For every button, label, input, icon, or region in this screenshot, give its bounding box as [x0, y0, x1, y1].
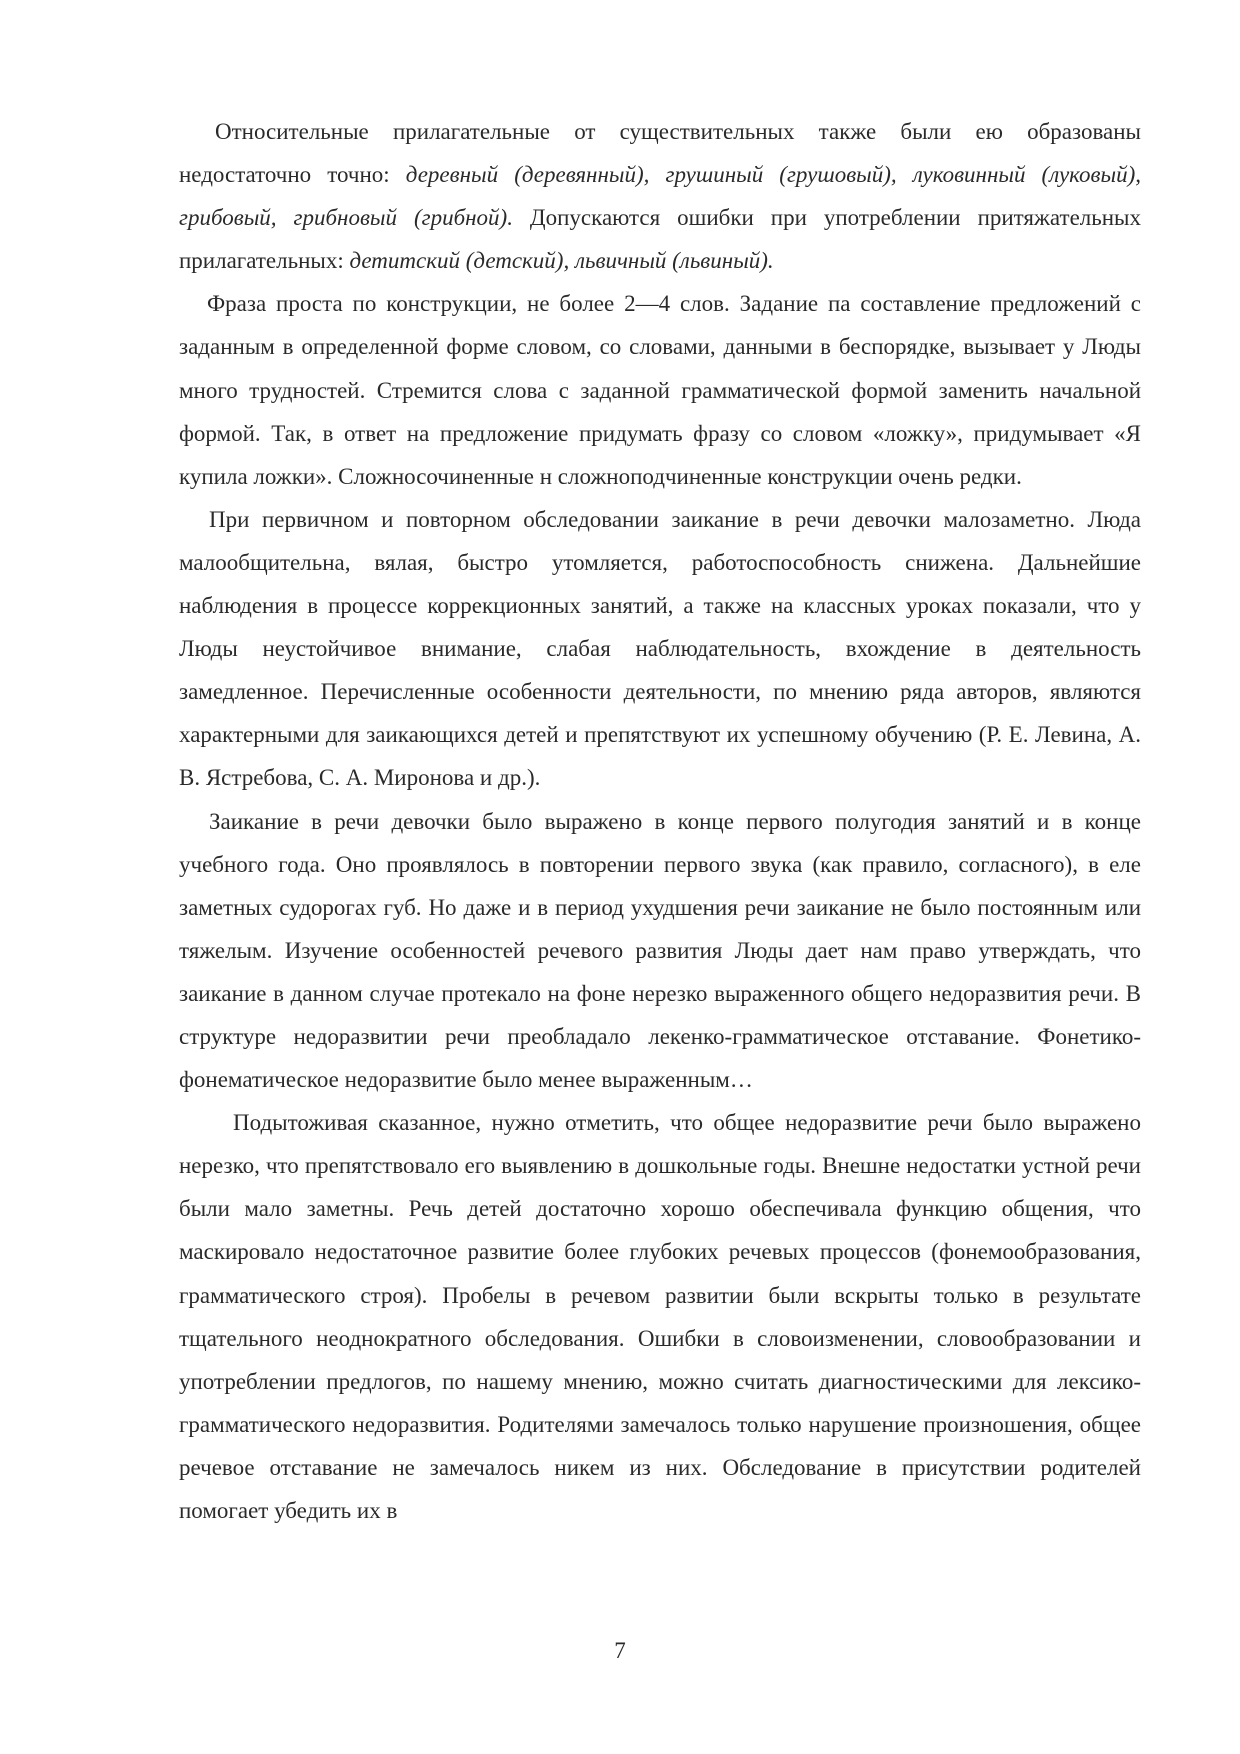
paragraph-phrase	[179, 282, 1141, 497]
paragraph-text: При первичном и повторном обследовании заикание в речи девочки малозаметно. Люда малообщительна, вялая, быстро утомляется, работоспособность снижена. Дальнейшие наблюдения в процессе коррекционных занятий, а также на классных уроках показали, что у Люды неустойчивое внимание, слабая наблюдательность, вхождение в деятельность замедленное. Перечисленные особенности деятельности, по мнению ряда авторов, являются характерными для заикающихся детей и препятствуют их успешному обучению (Р. Е. Левина, А. В. Ястребова, С. А. Миронова и др.).	[179, 506, 1141, 791]
paragraph-text: Относительные прилагательные от существительных также были ею образованы недостаточно точно:	[179, 119, 1141, 188]
paragraph-text: Заикание в речи девочки было выражено в конце первого полугодия занятий и в конце учебного года. Оно проявлялось в повторении первого звука (как правило, согласного), в еле заметных судорогах губ. Но даже и в период ухудшения речи заикание не было постоянным или тяжелым. Изучение особенностей речевого развития Люды дает нам право утверждать, что заикание в данном случае протекало на фоне нерезко выраженного общего недоразвития речи. В структуре недоразвитии речи преобладало лекенко-грамматическое отставание. Фонетико-фонематическое недоразвитие было менее выраженным…	[179, 808, 1141, 1093]
paragraph-text: Подытоживая сказанное, нужно отметить, что общее недоразвитие речи было выражено нерезко, что препятствовало его выявлению в дошкольные годы. Внешне недостатки устной речи были мало заметны. Речь детей достаточно хорошо обеспечивала функцию общения, что маскировало недостаточное развитие более глубоких речевых процессов (фонемообразования, грамматического строя). Пробелы в речевом развитии были вскрыты только в результате тщательного неоднократного обследования. Ошибки в словоизменении, словообразовании и употреблении предлогов, по нашему мнению, можно считать диагностическими для лексико-грамматического недоразвития. Родителями замечалось только нарушение произношения, общее речевое отставание не замечалось никем из них. Обследование в присутствии родителей помогает убедить их в	[179, 1110, 1141, 1523]
paragraph-summary	[179, 1101, 1141, 1532]
page-number: 7	[614, 1638, 626, 1663]
paragraph-examination	[179, 498, 1141, 800]
paragraph-adjectives	[179, 110, 1141, 282]
paragraph-text: Фраза проста по конструкции, не более 2—4 слов. Задание па составление предложений с заданным в определенной форме словом, со словами, данными в беспорядке, вызывает у Люды много трудностей. Стремится слова с заданной грамматической формой заменить начальной формой. Так, в ответ на предложение придумать фразу со словом «ложку», придумывает «Я купила ложки». Сложносочиненные н сложноподчиненные конструкции очень редки.	[179, 291, 1141, 489]
italic-examples: детитский (детский), львичный (львиный).	[349, 248, 774, 274]
document-page	[179, 110, 1141, 1532]
paragraph-stuttering	[179, 800, 1141, 1102]
italic-examples: деревный (деревянный), грушиный (грушовый), луковинный (луковый), грибовый, грибновый (грибной).	[179, 162, 1142, 231]
paragraph-text: Допускаются ошибки при употреблении притяжательных прилагательных:	[179, 205, 1142, 274]
